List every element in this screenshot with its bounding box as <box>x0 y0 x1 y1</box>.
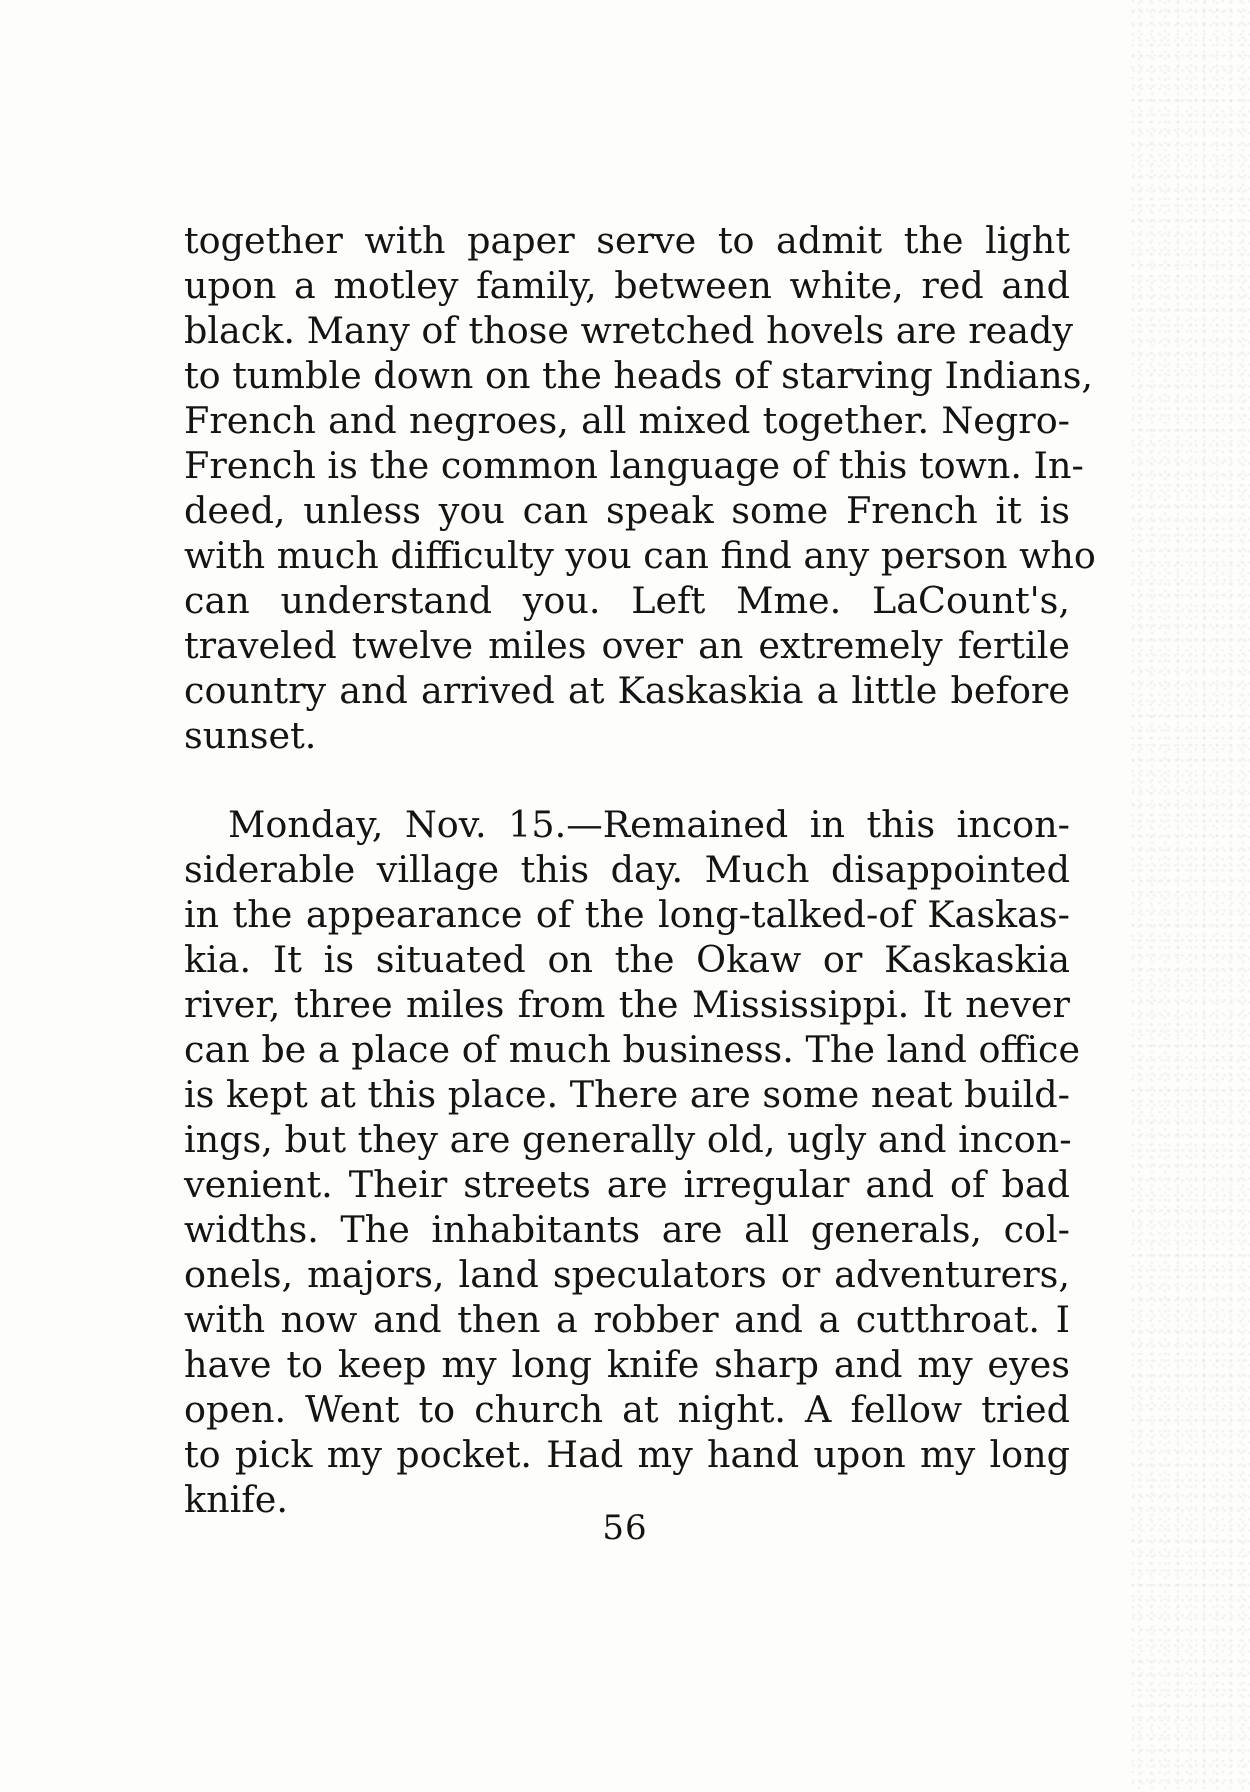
text-line: river, three miles from the Mississippi. It never <box>184 983 1070 1026</box>
text-line: French is the common language of this town. In- <box>184 444 1084 487</box>
text-line: widths. The inhabitants are all generals, col- <box>184 1208 1070 1251</box>
body-text <box>184 218 1096 1522</box>
text-line: together with paper serve to admit the light <box>184 219 1070 262</box>
text-line: deed, unless you can speak some French it is <box>184 489 1070 532</box>
text-line: have to keep my long knife sharp and my eyes <box>184 1343 1070 1386</box>
text-line: siderable village this day. Much disappointed <box>184 848 1070 891</box>
text-line: to pick my pocket. Had my hand upon my long <box>184 1433 1070 1476</box>
text-line: venient. Their streets are irregular and of bad <box>184 1163 1070 1206</box>
text-line: is kept at this place. There are some neat build- <box>184 1073 1070 1116</box>
text-line: to tumble down on the heads of starving Indians, <box>184 354 1094 397</box>
paragraph-gap <box>184 758 1070 802</box>
text-line: ings, but they are generally old, ugly and incon- <box>184 1118 1072 1161</box>
text-line: black. Many of those wretched hovels are ready <box>184 309 1073 352</box>
paragraph <box>184 218 1096 758</box>
text-line: Monday, Nov. 15.—Remained in this incon- <box>228 803 1070 846</box>
text-line: can understand you. Left Mme. LaCount's, <box>184 579 1070 622</box>
text-line: with now and then a robber and a cutthroat. I <box>184 1298 1070 1341</box>
text-line: with much difficulty you can find any person who <box>184 534 1096 577</box>
text-line: onels, majors, land speculators or adventurers, <box>184 1253 1070 1296</box>
text-line: knife. <box>184 1478 289 1521</box>
paragraph <box>184 802 1081 1522</box>
text-line: traveled twelve miles over an extremely fertile <box>184 624 1070 667</box>
text-line: in the appearance of the long-talked-of Kaskas- <box>184 893 1070 936</box>
text-line: sunset. <box>184 714 317 757</box>
text-line: kia. It is situated on the Okaw or Kaskaskia <box>184 938 1070 981</box>
text-line: can be a place of much business. The land office <box>184 1028 1081 1071</box>
text-line: French and negroes, all mixed together. Negro- <box>184 399 1070 442</box>
text-line: open. Went to church at night. A fellow tried <box>184 1388 1070 1431</box>
page-number: 56 <box>602 1508 648 1548</box>
text-line: country and arrived at Kaskaskia a little before <box>184 669 1070 712</box>
text-line: upon a motley family, between white, red and <box>184 264 1070 307</box>
